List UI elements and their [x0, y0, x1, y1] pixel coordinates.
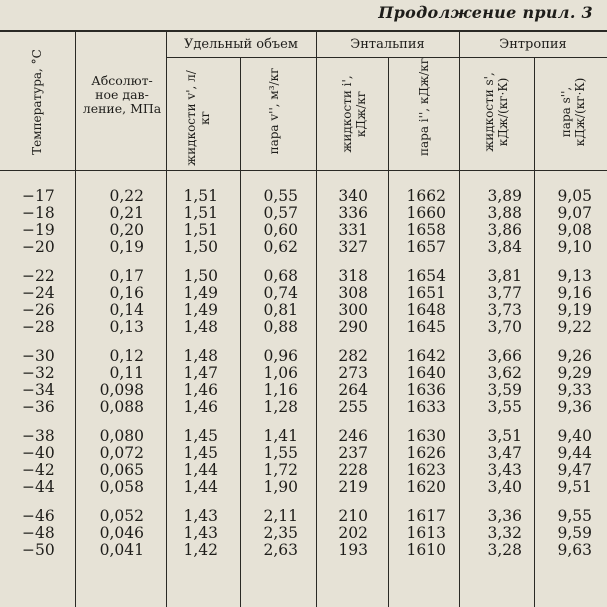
- s-vapor-cell: 9,47: [557, 461, 592, 479]
- s-liquid-cell: 3,86: [487, 221, 522, 239]
- h-vapor-cell: 1654: [406, 267, 446, 285]
- s-liquid-cell: 3,66: [487, 347, 522, 365]
- temperature-cell: −42: [22, 461, 55, 479]
- h-vapor-cell: 1657: [406, 238, 446, 256]
- pressure-cell: 0,16: [109, 284, 144, 302]
- s-liquid-cell: 3,73: [487, 301, 522, 319]
- sv-liquid-cell: 1,51: [183, 187, 218, 205]
- h-vapor-cell: 1662: [406, 187, 446, 205]
- sv-liquid-cell: 1,45: [183, 444, 218, 462]
- table-row: [0, 347, 607, 364]
- sv-liquid-cell: 1,42: [183, 541, 218, 559]
- temperature-cell: −18: [22, 204, 55, 222]
- s-liquid-cell: 3,81: [487, 267, 522, 285]
- temperature-header: Температура, °С: [30, 49, 44, 155]
- h-liquid-header: жидкости i', кДж/кг: [340, 75, 368, 153]
- h-liquid-cell: 318: [338, 267, 368, 285]
- s-vapor-cell: 9,10: [557, 238, 592, 256]
- h-liquid-cell: 202: [338, 524, 368, 542]
- sv-vapor-cell: 0,68: [263, 267, 298, 285]
- pressure-cell: 0,13: [109, 318, 144, 336]
- sv-liquid-cell: 1,51: [183, 204, 218, 222]
- sv-liquid-cell: 1,46: [183, 398, 218, 416]
- table-row: [0, 267, 607, 284]
- s-vapor-cell: 9,44: [557, 444, 592, 462]
- sv-vapor-cell: 0,74: [263, 284, 298, 302]
- pressure-cell: 0,14: [109, 301, 144, 319]
- temperature-cell: −22: [22, 267, 55, 285]
- sv-vapor-cell: 1,06: [263, 364, 298, 382]
- pressure-cell: 0,046: [99, 524, 144, 542]
- h-vapor-cell: 1642: [406, 347, 446, 365]
- temperature-cell: −26: [22, 301, 55, 319]
- pressure-cell: 0,058: [99, 478, 144, 496]
- header-bottom-rule: [0, 170, 607, 171]
- s-vapor-cell: 9,19: [557, 301, 592, 319]
- h-liquid-cell: 255: [338, 398, 368, 416]
- temperature-cell: −46: [22, 507, 55, 525]
- s-vapor-cell: 9,36: [557, 398, 592, 416]
- sv-liquid-cell: 1,43: [183, 524, 218, 542]
- s-vapor-cell: 9,59: [557, 524, 592, 542]
- temperature-cell: −24: [22, 284, 55, 302]
- s-liquid-cell: 3,84: [487, 238, 522, 256]
- h-liquid-cell: 308: [338, 284, 368, 302]
- temperature-cell: −30: [22, 347, 55, 365]
- table-row: [0, 364, 607, 381]
- temperature-cell: −36: [22, 398, 55, 416]
- sv-vapor-cell: 2,63: [263, 541, 298, 559]
- s-liquid-cell: 3,59: [487, 381, 522, 399]
- table-row: [0, 238, 607, 255]
- sv-liquid-cell: 1,43: [183, 507, 218, 525]
- h-liquid-cell: 300: [338, 301, 368, 319]
- table-row: [0, 187, 607, 204]
- temperature-cell: −19: [22, 221, 55, 239]
- sv-vapor-cell: 2,35: [263, 524, 298, 542]
- h-vapor-cell: 1648: [406, 301, 446, 319]
- sv-liquid-cell: 1,44: [183, 478, 218, 496]
- temperature-cell: −38: [22, 427, 55, 445]
- h-liquid-cell: 336: [338, 204, 368, 222]
- h-liquid-cell: 264: [338, 381, 368, 399]
- temperature-cell: −20: [22, 238, 55, 256]
- table-row: [0, 398, 607, 415]
- sv-liquid-cell: 1,48: [183, 347, 218, 365]
- table-row: [0, 221, 607, 238]
- h-liquid-cell: 282: [338, 347, 368, 365]
- sv-liquid-cell: 1,50: [183, 267, 218, 285]
- s-vapor-cell: 9,16: [557, 284, 592, 302]
- h-liquid-cell: 327: [338, 238, 368, 256]
- pressure-cell: 0,19: [109, 238, 144, 256]
- h-vapor-cell: 1633: [406, 398, 446, 416]
- sv-vapor-cell: 2,11: [263, 507, 298, 525]
- h-liquid-cell: 331: [338, 221, 368, 239]
- temperature-cell: −34: [22, 381, 55, 399]
- s-vapor-cell: 9,51: [557, 478, 592, 496]
- s-liquid-cell: 3,70: [487, 318, 522, 336]
- sv-liquid-cell: 1,49: [183, 301, 218, 319]
- temperature-cell: −40: [22, 444, 55, 462]
- s-vapor-cell: 9,55: [557, 507, 592, 525]
- table-row: [0, 507, 607, 524]
- pressure-cell: 0,088: [99, 398, 144, 416]
- sv-liquid-cell: 1,44: [183, 461, 218, 479]
- pressure-cell: 0,072: [99, 444, 144, 462]
- h-vapor-cell: 1640: [406, 364, 446, 382]
- pressure-cell: 0,041: [99, 541, 144, 559]
- s-liquid-cell: 3,47: [487, 444, 522, 462]
- h-vapor-cell: 1645: [406, 318, 446, 336]
- table-row: [0, 541, 607, 558]
- s-liquid-cell: 3,88: [487, 204, 522, 222]
- sv-vapor-cell: 0,88: [263, 318, 298, 336]
- table-row: [0, 461, 607, 478]
- s-vapor-header: пара s'', кДж/(кг·К): [559, 77, 587, 147]
- pressure-cell: 0,11: [109, 364, 144, 382]
- table-row: [0, 301, 607, 318]
- h-liquid-cell: 228: [338, 461, 368, 479]
- pressure-cell: 0,098: [99, 381, 144, 399]
- sv-liquid-cell: 1,50: [183, 238, 218, 256]
- table-row: [0, 381, 607, 398]
- s-vapor-cell: 9,33: [557, 381, 592, 399]
- h-liquid-cell: 210: [338, 507, 368, 525]
- sv-vapor-cell: 1,90: [263, 478, 298, 496]
- h-vapor-cell: 1623: [406, 461, 446, 479]
- h-vapor-cell: 1651: [406, 284, 446, 302]
- s-vapor-cell: 9,13: [557, 267, 592, 285]
- h-vapor-cell: 1626: [406, 444, 446, 462]
- pressure-header: Абсолют- ное дав- ление, МПа: [82, 73, 162, 116]
- temperature-cell: −32: [22, 364, 55, 382]
- sv-vapor-cell: 0,57: [263, 204, 298, 222]
- sv-vapor-cell: 1,16: [263, 381, 298, 399]
- table-row: [0, 318, 607, 335]
- sv-liquid-cell: 1,47: [183, 364, 218, 382]
- table-row: [0, 204, 607, 221]
- sv-liquid-cell: 1,49: [183, 284, 218, 302]
- h-liquid-cell: 246: [338, 427, 368, 445]
- pressure-cell: 0,12: [109, 347, 144, 365]
- sv-vapor-cell: 0,60: [263, 221, 298, 239]
- s-liquid-cell: 3,28: [487, 541, 522, 559]
- sv-vapor-cell: 0,81: [263, 301, 298, 319]
- s-liquid-cell: 3,32: [487, 524, 522, 542]
- h-vapor-cell: 1613: [406, 524, 446, 542]
- pressure-cell: 0,052: [99, 507, 144, 525]
- temperature-cell: −28: [22, 318, 55, 336]
- h-liquid-cell: 219: [338, 478, 368, 496]
- table-row: [0, 478, 607, 495]
- sv-vapor-cell: 1,72: [263, 461, 298, 479]
- sv-vapor-cell: 1,41: [263, 427, 298, 445]
- sv-vapor-header: пара v'', м³/кг: [267, 67, 281, 155]
- s-liquid-cell: 3,40: [487, 478, 522, 496]
- enthalpy-header: Энтальпия: [350, 37, 425, 52]
- table-row: [0, 284, 607, 301]
- s-vapor-cell: 9,05: [557, 187, 592, 205]
- s-vapor-cell: 9,22: [557, 318, 592, 336]
- sv-vapor-cell: 0,55: [263, 187, 298, 205]
- h-liquid-cell: 340: [338, 187, 368, 205]
- s-liquid-cell: 3,51: [487, 427, 522, 445]
- table-row: [0, 427, 607, 444]
- table-caption: Продолжение прил. 3: [378, 3, 593, 22]
- temperature-cell: −44: [22, 478, 55, 496]
- s-vapor-cell: 9,08: [557, 221, 592, 239]
- specific-volume-header: Удельный объем: [184, 37, 298, 52]
- table-row: [0, 524, 607, 541]
- s-liquid-header: жидкости s', кДж/(кг·К): [482, 72, 510, 152]
- sv-vapor-cell: 0,96: [263, 347, 298, 365]
- h-vapor-cell: 1620: [406, 478, 446, 496]
- pressure-cell: 0,17: [109, 267, 144, 285]
- sv-vapor-cell: 1,28: [263, 398, 298, 416]
- sv-liquid-cell: 1,48: [183, 318, 218, 336]
- temperature-cell: −50: [22, 541, 55, 559]
- sv-liquid-header: жидкости v', л/кг: [184, 70, 212, 166]
- s-liquid-cell: 3,36: [487, 507, 522, 525]
- s-vapor-cell: 9,40: [557, 427, 592, 445]
- pressure-cell: 0,065: [99, 461, 144, 479]
- group-header-rule: [166, 57, 607, 58]
- sv-liquid-cell: 1,51: [183, 221, 218, 239]
- temperature-cell: −48: [22, 524, 55, 542]
- h-liquid-cell: 193: [338, 541, 368, 559]
- h-vapor-cell: 1636: [406, 381, 446, 399]
- s-liquid-cell: 3,77: [487, 284, 522, 302]
- h-vapor-cell: 1630: [406, 427, 446, 445]
- s-liquid-cell: 3,43: [487, 461, 522, 479]
- pressure-cell: 0,20: [109, 221, 144, 239]
- h-liquid-cell: 273: [338, 364, 368, 382]
- h-vapor-cell: 1660: [406, 204, 446, 222]
- h-vapor-cell: 1610: [406, 541, 446, 559]
- s-liquid-cell: 3,55: [487, 398, 522, 416]
- sv-vapor-cell: 0,62: [263, 238, 298, 256]
- s-vapor-cell: 9,63: [557, 541, 592, 559]
- h-liquid-cell: 290: [338, 318, 368, 336]
- s-vapor-cell: 9,26: [557, 347, 592, 365]
- temperature-cell: −17: [22, 187, 55, 205]
- top-rule: [0, 30, 607, 32]
- h-vapor-cell: 1617: [406, 507, 446, 525]
- sv-liquid-cell: 1,45: [183, 427, 218, 445]
- pressure-cell: 0,21: [109, 204, 144, 222]
- sv-liquid-cell: 1,46: [183, 381, 218, 399]
- s-liquid-cell: 3,89: [487, 187, 522, 205]
- h-vapor-cell: 1658: [406, 221, 446, 239]
- s-vapor-cell: 9,07: [557, 204, 592, 222]
- sv-vapor-cell: 1,55: [263, 444, 298, 462]
- h-vapor-header: пара i'', кДж/кг: [417, 58, 431, 156]
- h-liquid-cell: 237: [338, 444, 368, 462]
- entropy-header: Энтропия: [499, 37, 567, 52]
- pressure-cell: 0,080: [99, 427, 144, 445]
- pressure-cell: 0,22: [109, 187, 144, 205]
- s-liquid-cell: 3,62: [487, 364, 522, 382]
- table-row: [0, 444, 607, 461]
- s-vapor-cell: 9,29: [557, 364, 592, 382]
